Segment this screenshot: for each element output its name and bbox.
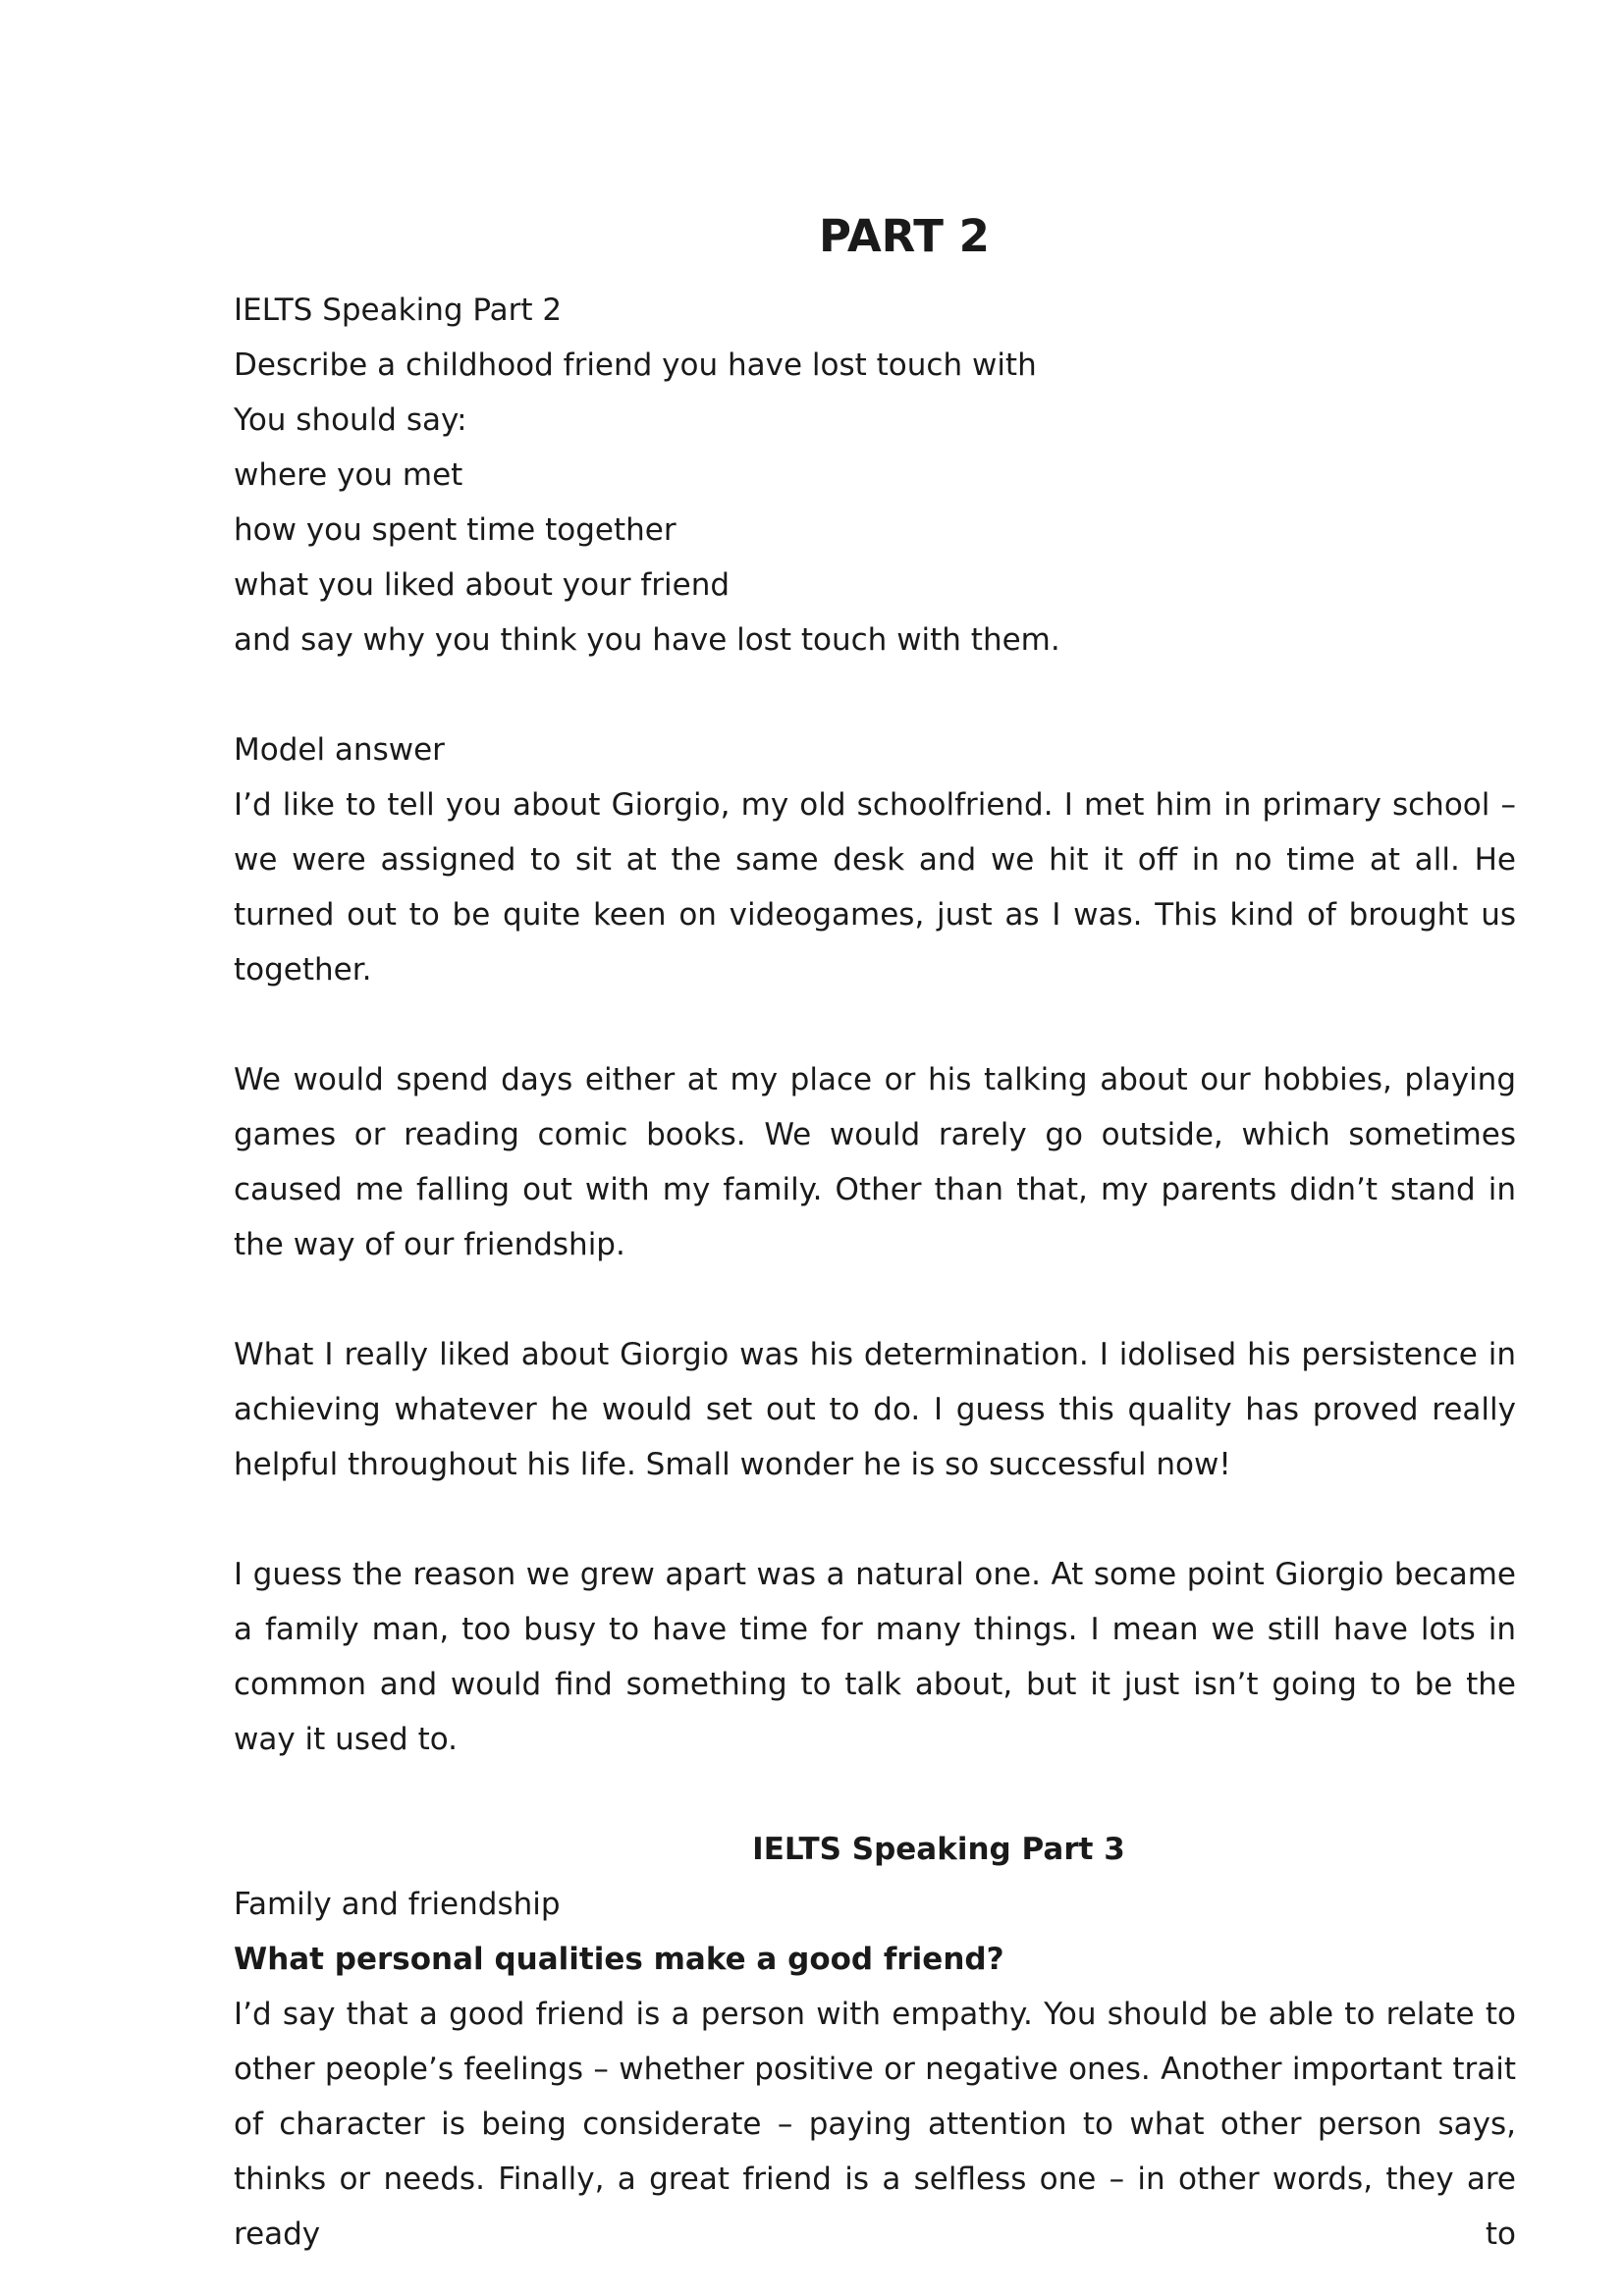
spacer <box>234 1272 1516 1327</box>
cue-point: how you spent time together <box>234 512 677 548</box>
answer-paragraph: I’d like to tell you about Giorgio, my old schoolfriend. I met him in primary school – we were assigned to sit at the same desk and we hit it off in no time at all. He turned out to be quite keen on videogames, just as I was. This kind of brought us together. <box>234 787 1516 988</box>
spacer <box>234 1492 1516 1547</box>
spacer <box>234 667 1516 722</box>
answer-paragraph: We would spend days either at my place or his talking about our hobbies, playing games or reading comic books. We would rarely go outside, which sometimes caused me falling out with my family. Other than that, my parents didn’t stand in the way of our friendship. <box>234 1062 1516 1262</box>
should-say-label: You should say: <box>234 402 467 438</box>
part3-topic: Family and friendship <box>234 1887 561 1922</box>
part3-question: What personal qualities make a good friend? <box>234 1942 1004 1977</box>
part2-task: Describe a childhood friend you have lost touch with <box>234 347 1037 383</box>
part3-heading: IELTS Speaking Part 3 <box>752 1832 1125 1867</box>
part2-heading: IELTS Speaking Part 2 <box>234 293 563 328</box>
cue-point: what you liked about your friend <box>234 567 731 603</box>
cue-point: and say why you think you have lost touch with them. <box>234 622 1060 658</box>
answer-paragraph: What I really liked about Giorgio was his determination. I idolised his persistence in achieving whatever he would set out to do. I guess this quality has proved really helpful throughout his life. Small wonder he is so successful now! <box>234 1337 1516 1482</box>
document-page <box>234 202 1516 2262</box>
spacer <box>234 1767 1516 1822</box>
cue-point: where you met <box>234 457 463 493</box>
spacer <box>234 997 1516 1052</box>
part3-answer: I’d say that a good friend is a person with empathy. You should be able to relate to other people’s feelings – whether positive or negative ones. Another important trait of character is being considerate – paying attention to what other person says, thinks or needs. Finally, a great friend is a selfless one – in other words, they are ready to <box>234 1997 1516 2252</box>
page-title: PART 2 <box>819 210 990 262</box>
model-answer-label: Model answer <box>234 732 445 768</box>
answer-paragraph: I guess the reason we grew apart was a natural one. At some point Giorgio became a family man, too busy to have time for many things. I mean we still have lots in common and would find something to talk about, but it just isn’t going to be the way it used to. <box>234 1557 1516 1757</box>
